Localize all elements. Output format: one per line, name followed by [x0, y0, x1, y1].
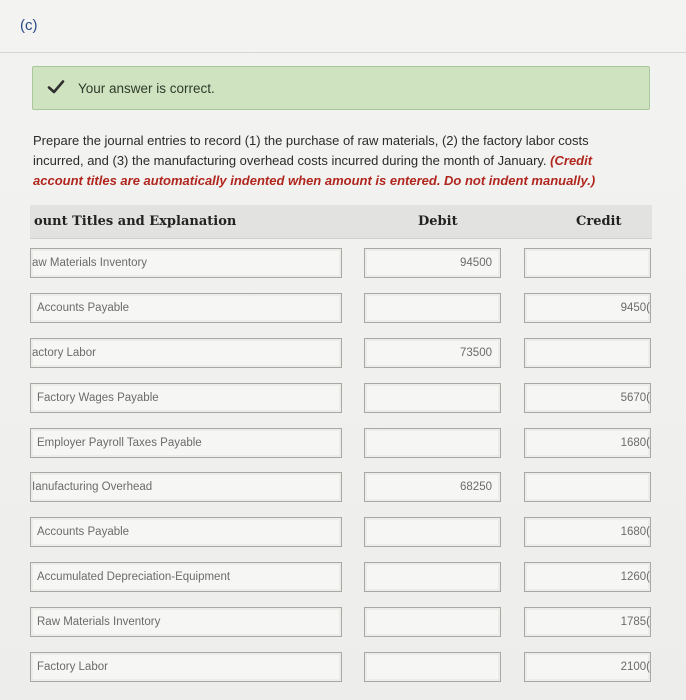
credit-input[interactable]: 1785(	[524, 607, 651, 637]
credit-input[interactable]	[524, 472, 651, 502]
table-row	[0, 338, 686, 368]
debit-input[interactable]: 68250	[364, 472, 501, 502]
table-row	[0, 248, 686, 278]
header-credit: Credit	[576, 214, 622, 229]
instructions-note: (Credit account titles are automatically indented when amount is entered. Do not indent manually.)	[33, 153, 596, 188]
credit-input[interactable]: 2100(	[524, 652, 651, 682]
debit-input[interactable]: 94500	[364, 248, 501, 278]
account-title-input[interactable]: Accounts Payable	[30, 293, 342, 323]
account-title-input[interactable]: aw Materials Inventory	[30, 248, 342, 278]
debit-input[interactable]	[364, 428, 501, 458]
table-row	[0, 652, 686, 682]
part-label: (c)	[20, 17, 38, 34]
header-account: ount Titles and Explanation	[34, 214, 237, 229]
debit-input[interactable]	[364, 383, 501, 413]
table-header	[30, 205, 652, 239]
credit-input[interactable]	[524, 338, 651, 368]
account-title-input[interactable]: actory Labor	[30, 338, 342, 368]
debit-input[interactable]	[364, 607, 501, 637]
table-row	[0, 607, 686, 637]
account-title-input[interactable]: Accounts Payable	[30, 517, 342, 547]
account-title-input[interactable]: Raw Materials Inventory	[30, 607, 342, 637]
account-title-input[interactable]: Factory Labor	[30, 652, 342, 682]
credit-input[interactable]: 1680(	[524, 517, 651, 547]
instructions	[33, 131, 623, 191]
credit-input[interactable]: 9450(	[524, 293, 651, 323]
debit-input[interactable]	[364, 652, 501, 682]
feedback-text: Your answer is correct.	[78, 81, 215, 96]
account-title-input[interactable]: Factory Wages Payable	[30, 383, 342, 413]
header-debit: Debit	[418, 214, 458, 229]
instructions-main: Prepare the journal entries to record (1) the purchase of raw materials, (2) the factory labor costs incurred, and (3) the manufacturing overhead costs incurred during the month of January.	[33, 133, 589, 168]
table-row	[0, 428, 686, 458]
account-title-input[interactable]: Accumulated Depreciation-Equipment	[30, 562, 342, 592]
feedback-banner	[32, 66, 650, 110]
credit-input[interactable]	[524, 248, 651, 278]
table-row	[0, 517, 686, 547]
table-row	[0, 293, 686, 323]
divider	[0, 52, 686, 53]
check-icon	[47, 78, 65, 96]
debit-input[interactable]	[364, 562, 501, 592]
table-row	[0, 472, 686, 502]
table-row	[0, 562, 686, 592]
debit-input[interactable]: 73500	[364, 338, 501, 368]
account-title-input[interactable]: Ianufacturing Overhead	[30, 472, 342, 502]
table-row	[0, 383, 686, 413]
debit-input[interactable]	[364, 517, 501, 547]
debit-input[interactable]	[364, 293, 501, 323]
credit-input[interactable]: 1680(	[524, 428, 651, 458]
account-title-input[interactable]: Employer Payroll Taxes Payable	[30, 428, 342, 458]
credit-input[interactable]: 5670(	[524, 383, 651, 413]
credit-input[interactable]: 1260(	[524, 562, 651, 592]
